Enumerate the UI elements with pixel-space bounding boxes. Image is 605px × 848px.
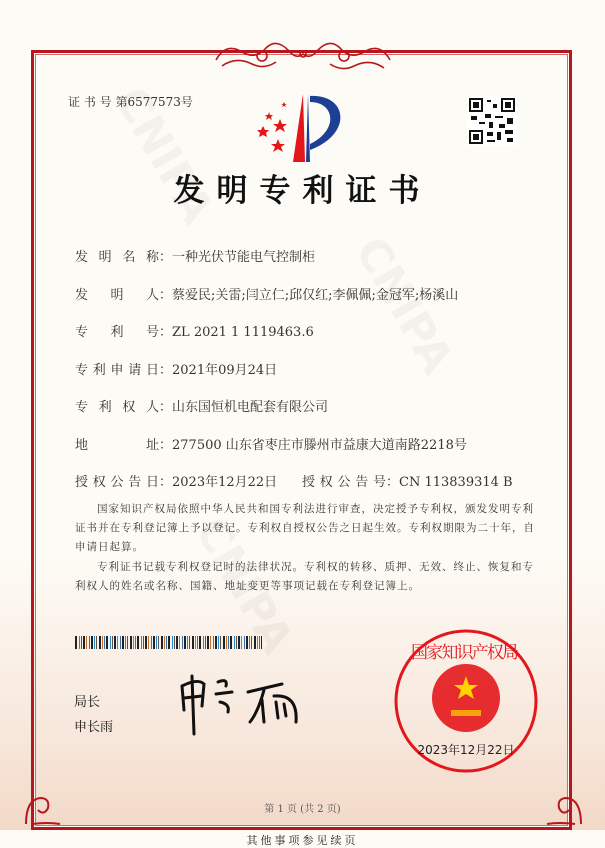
field-announcement-number: 授权公告号：CN 113839314 B — [302, 475, 513, 490]
signatory-title: 局长 — [74, 695, 101, 710]
barcode-bar — [182, 636, 183, 649]
barcode-bar — [179, 636, 180, 649]
barcode-bar — [234, 636, 235, 649]
barcode-bar — [110, 636, 111, 649]
barcode-bar — [81, 636, 82, 649]
barcode-bar — [148, 636, 149, 649]
barcode-bar — [249, 636, 250, 649]
barcode-bar — [137, 636, 139, 649]
barcode-bar — [96, 636, 97, 649]
barcode-bar — [114, 636, 116, 649]
barcode-bar — [151, 636, 152, 649]
barcode-bar — [135, 636, 136, 649]
barcode-bar — [120, 636, 121, 649]
barcode-bar — [218, 636, 219, 649]
footer-note: 其他事项参见续页 — [246, 834, 359, 847]
barcode-bar — [176, 636, 178, 649]
barcode-bar — [197, 636, 198, 649]
barcode-bar — [228, 636, 229, 649]
field-patent-number: 专利号：ZL 2021 1 1119463.6 — [75, 325, 314, 340]
barcode-bar — [238, 636, 240, 649]
barcode-bar — [207, 636, 209, 649]
certificate-number: 证 书 号 第6577573号 — [68, 95, 193, 109]
field-inventors: 发明人：蔡爱民;关雷;闫立仁;邱仅红;李佩佩;金冠军;杨溪山 — [75, 288, 459, 303]
barcode-bar — [141, 636, 142, 649]
barcode-bar — [145, 636, 147, 649]
barcode-bar — [112, 636, 113, 649]
barcode-bar — [213, 636, 214, 649]
barcode-bar — [166, 636, 167, 649]
grant-statement: 国家知识产权局依照中华人民共和国专利法进行审查，决定授予专利权，颁发发明专利证书并在专利登记簿上予以登记。专利权自授权公告之日起生效。专利权期限为二十年，自申请日起算。 — [75, 503, 535, 553]
cnipa-logo — [253, 94, 353, 166]
barcode-bar — [75, 636, 77, 649]
barcode-bar — [205, 636, 206, 649]
barcode-bar — [236, 636, 237, 649]
barcode-bar — [215, 636, 217, 649]
seal-date: 2023年12月22日 — [417, 743, 515, 757]
barcode-bar — [143, 636, 144, 649]
barcode-bar — [257, 636, 258, 649]
barcode-bar — [161, 636, 163, 649]
barcode-bar — [187, 636, 188, 649]
official-seal — [393, 628, 539, 774]
barcode-bar — [259, 636, 260, 649]
barcode-bar — [174, 636, 175, 649]
barcode-bar — [184, 636, 186, 649]
barcode-bar — [89, 636, 90, 649]
barcode-bar — [241, 636, 242, 649]
field-grant-date: 授权公告日：2023年12月22日 — [75, 475, 278, 490]
barcode — [75, 636, 262, 649]
barcode-bar — [122, 636, 124, 649]
page-number: 第 1 页 (共 2 页) — [264, 804, 341, 815]
barcode-bar — [203, 636, 204, 649]
barcode-bar — [130, 636, 132, 649]
page-title: 发明专利证书 — [173, 173, 432, 209]
barcode-bar — [199, 636, 201, 649]
field-address: 地址：277500 山东省枣庄市滕州市益康大道南路2218号 — [75, 438, 467, 453]
barcode-bar — [125, 636, 126, 649]
barcode-bar — [117, 636, 118, 649]
barcode-bar — [226, 636, 227, 649]
top-ornament — [212, 38, 394, 74]
barcode-bar — [158, 636, 159, 649]
barcode-bar — [244, 636, 245, 649]
barcode-bar — [156, 636, 157, 649]
legal-status-statement: 专利证书记载专利权登记时的法律状况。专利权的转移、质押、无效、终止、恢复和专利权人的姓名或名称、国籍、地址变更等事项记载在专利登记簿上。 — [75, 561, 534, 592]
barcode-bar — [79, 636, 80, 649]
barcode-bar — [220, 636, 221, 649]
barcode-bar — [104, 636, 105, 649]
barcode-bar — [164, 636, 165, 649]
signatory-name: 申长雨 — [74, 720, 114, 735]
barcode-bar — [192, 636, 194, 649]
qr-code[interactable] — [467, 96, 517, 146]
field-application-date: 专利申请日：2021年09月24日 — [75, 363, 278, 378]
barcode-bar — [261, 636, 262, 649]
barcode-bar — [83, 636, 85, 649]
barcode-bar — [189, 636, 190, 649]
barcode-bar — [102, 636, 103, 649]
barcode-bar — [254, 636, 256, 649]
field-invention-name: 发明名称：一种光伏节能电气控制柜 — [75, 250, 316, 265]
field-patentee: 专利权人：山东国恒机电配套有限公司 — [75, 400, 329, 415]
barcode-bar — [210, 636, 211, 649]
barcode-bar — [133, 636, 134, 649]
barcode-bar — [106, 636, 108, 649]
barcode-bar — [172, 636, 173, 649]
barcode-bar — [127, 636, 128, 649]
barcode-bar — [168, 636, 170, 649]
barcode-bar — [251, 636, 252, 649]
barcode-bar — [246, 636, 248, 649]
barcode-bar — [86, 636, 87, 649]
barcode-bar — [91, 636, 93, 649]
barcode-bar — [223, 636, 225, 649]
barcode-bar — [230, 636, 232, 649]
seal-text: 国家知识产权局 — [411, 643, 521, 663]
handwritten-signature — [178, 672, 313, 736]
barcode-bar — [195, 636, 196, 649]
barcode-bar — [153, 636, 155, 649]
barcode-bar — [94, 636, 95, 649]
barcode-bar — [99, 636, 101, 649]
